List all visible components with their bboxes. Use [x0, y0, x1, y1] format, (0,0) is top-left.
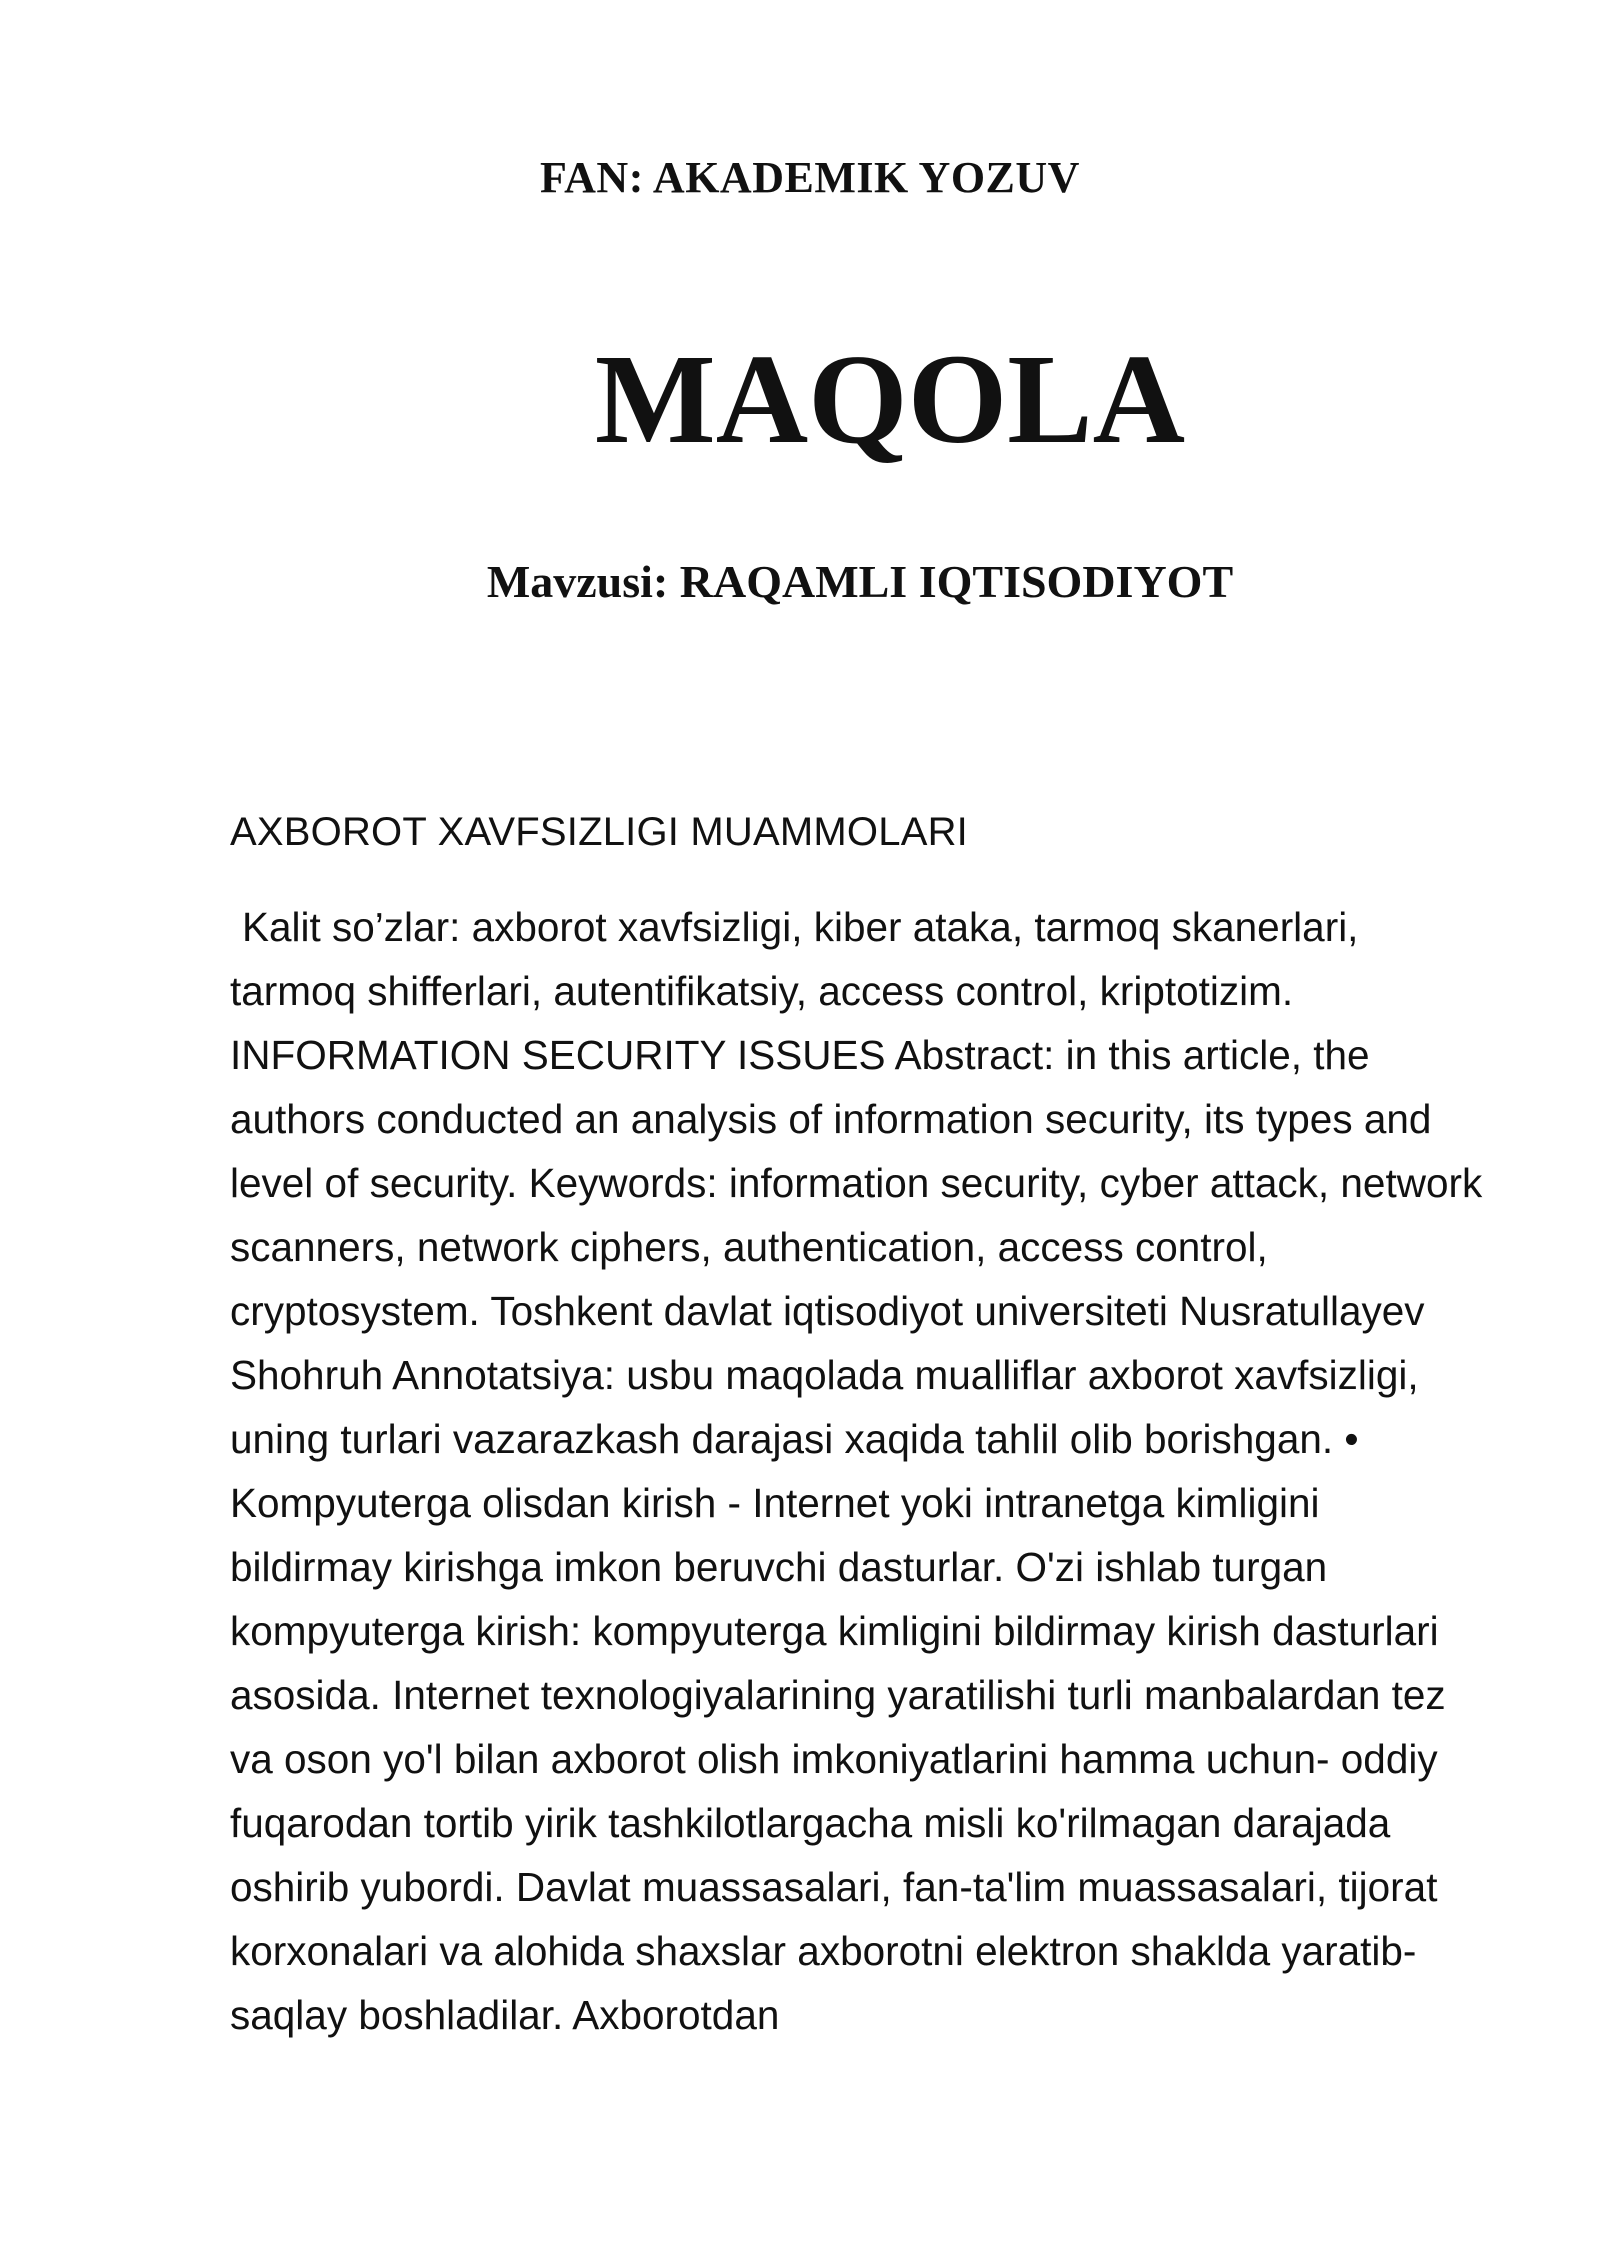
article-body: Kalit so’zlar: axborot xavfsizligi, kiber ataka, tarmoq skanerlari, tarmoq shifferlari, autentifikatsiy, access control, kriptotizim. INFORMATION SECURITY ISSUES Abstract: in this article, the authors conducted an analysis of information security, its types and level of security. Keywords: information security, cyber attack, network scanners, network ciphers, authentication, access control, cryptosystem. Toshkent davlat iqtisodiyot universiteti Nusratullayev Shohruh Annotatsiya: usbu maqolada mualliflar axborot xavfsizligi, uning turlari vazarazkash darajasi xaqida tahlil olib borishgan. • Kompyuterga olisdan kirish - Internet yoki intranetga kimligini bildirmay kirishga imkon beruvchi dasturlar. O'zi ishlab turgan kompyuterga kirish: kompyuterga kimligini bildirmay kirish dasturlari asosida. Internet texnologiyalarining yaratilishi turli manbalardan tez va oson yo'l bilan axborot olish imkoniyatlarini hamma uchun- oddiy fuqarodan tortib yirik tashkilotlargacha misli ko'rilmagan darajada oshirib yubordi. Davlat muassasalari, fan-ta'lim muassasalari, tijorat korxonalari va alohida shaxslar axborotni elektron shaklda yaratib-saqlay boshladilar. Axborotdan	[230, 904, 1483, 2038]
article-heading: AXBOROT XAVFSIZLIGI MUAMMOLARI	[230, 810, 968, 854]
topic-subtitle: Mavzusi: RAQAMLI IQTISODIYOT	[486, 556, 1234, 607]
page-title: MAQOLA	[594, 328, 1186, 470]
subject-line: FAN: AKADEMIK YOZUV	[540, 153, 1080, 202]
